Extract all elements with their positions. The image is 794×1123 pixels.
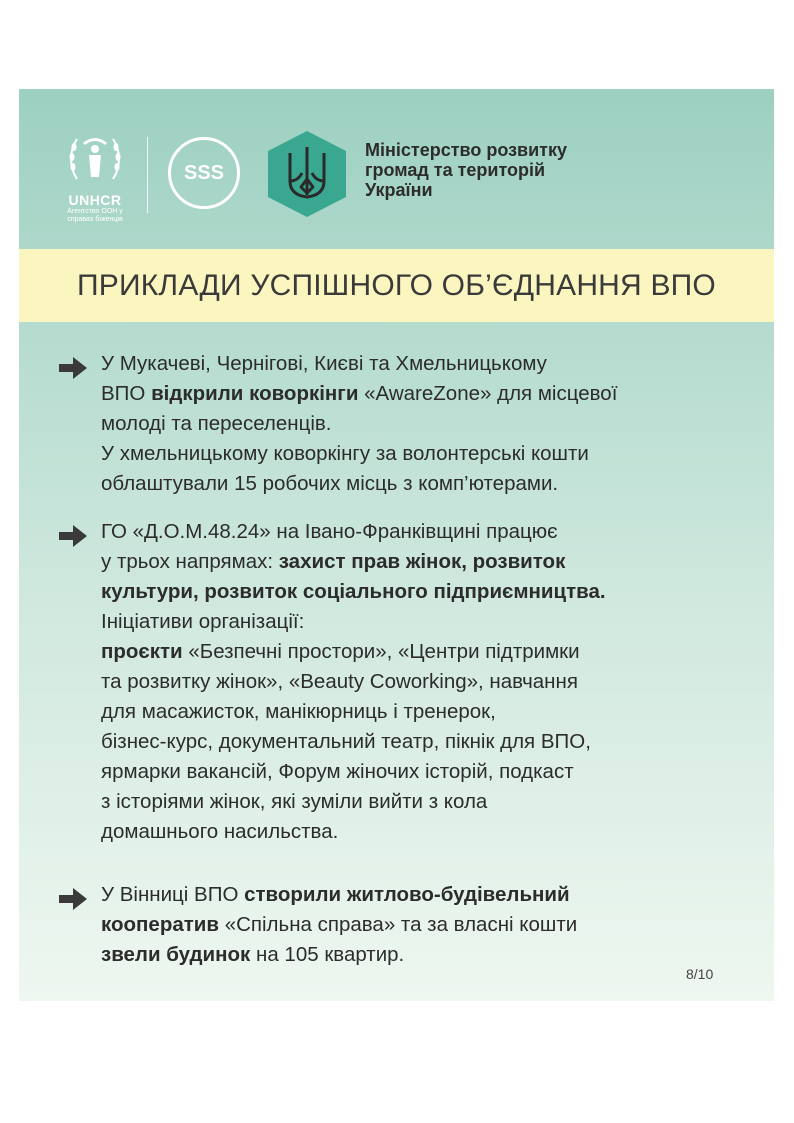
bold-text: культури, розвиток соціального підприємництва.: [101, 580, 606, 603]
text-line: [101, 469, 751, 499]
page-number: 8/10: [686, 966, 714, 982]
text-segment: У Мукачеві, Чернігові, Києві та Хмельницькому: [101, 352, 547, 375]
unhcr-name: UNHCR: [68, 192, 122, 208]
sss-logo: [168, 137, 240, 209]
text-segment: та розвитку жінок», «Beauty Coworking», навчання: [101, 670, 578, 693]
text-segment: для масажисток, манікюрниць і тренерок,: [101, 700, 496, 723]
ukraine-trident-icon: [264, 129, 350, 219]
ministry-name-line: Міністерство розвитку: [365, 140, 568, 160]
text-segment: «AwareZone» для місцевої: [358, 382, 618, 405]
arrow-right-icon: [59, 525, 87, 547]
text-segment: домашнього насильства.: [101, 820, 339, 843]
text-line: [101, 817, 751, 847]
text-segment: ярмарки вакансій, Форум жіночих історій, подкаст: [101, 760, 574, 783]
text-line: [101, 727, 751, 757]
text-segment: молоді та переселенців.: [101, 412, 332, 435]
text-segment: ГО «Д.О.М.48.24» на Івано-Франківщині працює: [101, 520, 558, 543]
text-line: [101, 880, 751, 910]
bold-text: проєкти: [101, 640, 183, 663]
unhcr-emblem-icon: [67, 133, 123, 185]
text-line: [101, 637, 751, 667]
logo-bar: [19, 89, 774, 249]
bold-text: звели будинок: [101, 943, 251, 966]
slide-panel: [19, 89, 774, 1001]
text-segment: з історіями жінок, які зуміли вийти з кола: [101, 790, 488, 813]
item-text: [101, 517, 751, 847]
text-line: [101, 409, 751, 439]
sss-label: SSS: [183, 161, 225, 184]
unhcr-subtitle: Агентство ООН у справах біженців: [67, 208, 123, 223]
bold-text: відкрили коворкінги: [151, 382, 359, 405]
text-segment: бізнес-курс, документальний театр, пікнік для ВПО,: [101, 730, 591, 753]
text-segment: «Спільна справа» та за власні кошти: [219, 913, 578, 936]
item-text: [101, 349, 751, 499]
title-banner: [19, 249, 774, 322]
page-title: ПРИКЛАДИ УСПІШНОГО ОБ’ЄДНАННЯ ВПО: [77, 268, 716, 302]
text-line: [101, 667, 751, 697]
text-line: [101, 757, 751, 787]
text-segment: на 105 квартир.: [250, 943, 405, 966]
text-segment: «Безпечні простори», «Центри підтримки: [182, 640, 580, 663]
text-line: [101, 577, 751, 607]
arrow-right-icon: [59, 357, 87, 379]
text-line: [101, 547, 751, 577]
text-segment: У хмельницькому коворкінгу за волонтерські кошти: [101, 442, 589, 465]
text-segment: у трьох напрямах:: [101, 550, 279, 573]
text-line: [101, 697, 751, 727]
text-line: [101, 439, 751, 469]
text-segment: У Вінниці ВПО: [101, 883, 245, 906]
bold-text: кооператив: [101, 913, 219, 936]
ministry-name-line: України: [365, 180, 433, 200]
ministry-name-line: громад та територій: [365, 160, 546, 180]
text-segment: Ініціативи організації:: [101, 610, 305, 633]
bold-text: створили житлово-будівельний: [244, 883, 570, 906]
text-line: [101, 940, 751, 970]
bold-text: захист прав жінок, розвиток: [278, 550, 566, 573]
text-line: [101, 379, 751, 409]
text-line: [101, 787, 751, 817]
text-line: [101, 517, 751, 547]
text-segment: ВПО: [101, 382, 152, 405]
ministry-name: [365, 140, 685, 200]
logo-divider: [147, 137, 148, 213]
text-line: [101, 910, 751, 940]
text-line: [101, 607, 751, 637]
text-segment: облаштували 15 робочих місць з комп’ютерами.: [101, 472, 559, 495]
item-text: [101, 880, 751, 970]
arrow-right-icon: [59, 888, 87, 910]
text-line: [101, 349, 751, 379]
unhcr-logo: [57, 133, 133, 223]
